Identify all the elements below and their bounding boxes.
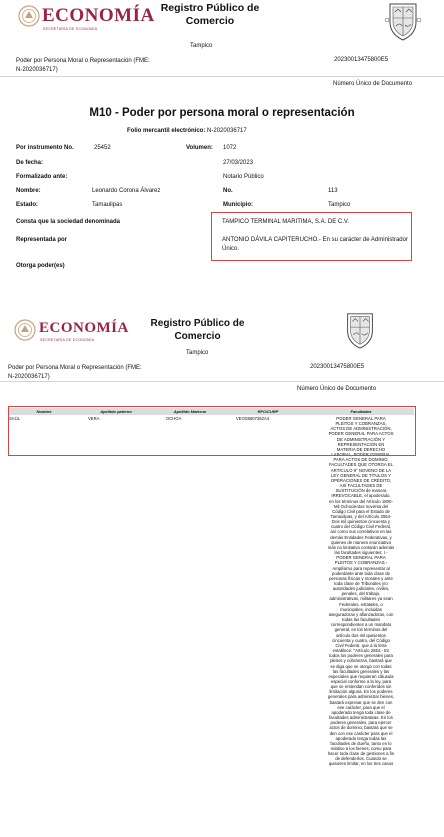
instrumento-label: Por instrumento No. <box>16 145 74 151</box>
economia-logo <box>18 4 155 34</box>
estado-label: Estado: <box>16 202 39 208</box>
logo-subtitle: SECRETARÍA DE ECONOMÍA <box>40 338 95 342</box>
fecha-label: De fecha: <box>16 160 44 166</box>
divider <box>0 381 444 382</box>
tamaulipas-coat-of-arms-icon <box>340 309 380 351</box>
volumen-label: Volumen: <box>186 145 213 151</box>
formalizado-value: Notario Público <box>223 174 264 180</box>
divider <box>0 76 444 77</box>
municipio-label: Municipio: <box>223 202 253 208</box>
mexico-eagle-emblem-icon <box>18 4 40 28</box>
facultades-table <box>8 408 414 768</box>
municipio-value: Tampico <box>328 202 351 208</box>
document-number: 20230013475800E5 <box>334 57 389 63</box>
folio-line: Folio mercantil electrónico: N-2020036717 <box>127 128 247 134</box>
estado-value: Tamaulipas <box>92 202 123 208</box>
cell-nombre: SAÚL <box>9 416 20 421</box>
page-2 <box>0 300 444 837</box>
nombre-label: Nombre: <box>16 188 41 194</box>
cell-rfc-curp: VEOS5607262A4 <box>236 416 270 421</box>
form-title: M10 - Poder por persona moral o representación <box>89 107 355 119</box>
col-apellido-materno: Apellido Materno <box>152 408 228 415</box>
document-type: Poder por Persona Moral o Representación (FME: N-2020036717) <box>16 58 150 73</box>
representada-value: ANTONIO DÁVILA CAPITERUCHO.- En su carácter de Administrador Único. <box>222 237 408 252</box>
logo-wordmark: ECONOMÍA <box>39 320 129 336</box>
document-number-label: Número Único de Documento <box>297 386 377 392</box>
nombre-value: Leonardo Corona Álvarez <box>92 188 161 194</box>
representada-label: Representada por <box>16 237 68 243</box>
fecha-value: 27/03/2023 <box>223 160 254 166</box>
col-facultades: Facultades <box>308 408 414 415</box>
document-type: Poder por Persona Moral o Representación (FME: N-2020036717) <box>8 365 142 380</box>
registry-title-line2: Comercio <box>185 15 235 27</box>
city-label: Tampico <box>186 350 209 356</box>
logo-wordmark: ECONOMÍA <box>42 5 155 26</box>
cell-apellido-materno: OCHOA <box>166 416 182 421</box>
col-apellido-paterno: Apellido paterno <box>80 408 152 415</box>
cell-facultades <box>308 415 414 768</box>
col-nombre: Nombre <box>8 408 80 415</box>
logo-subtitle: SECRETARÍA DE ECONOMÍA <box>43 27 98 31</box>
cell-apellido-paterno: VERA <box>88 416 100 421</box>
no-value: 113 <box>328 188 338 194</box>
volumen-value: 1072 <box>223 145 237 151</box>
highlight-box-table <box>8 406 416 456</box>
otorga-label: Otorga poder(es) <box>16 263 65 269</box>
economia-logo <box>14 318 134 346</box>
registry-title <box>145 2 275 28</box>
city-label: Tampico <box>190 43 213 49</box>
instrumento-value: 25452 <box>94 145 111 151</box>
sociedad-value: TAMPICO TERMINAL MARITIMA, S.A. DE C.V. <box>222 219 350 225</box>
facultades-text: PODER GENERAL PARA PLEITOS Y COBRANZAS, ACTOS DE ADMINISTRACIÓN, PODER GENERAL PARA ACTOS DE ADMINISTRACIÓN Y REPRESENTACIÓN EN MATERIA DE DERECHO LABORAL, PODER GENERAL PARA ACTOS DE DOMINIO, FACULTADES QUE OTORGA EL ARTÍCULO 9° NOVENO DE LA LEY GENERAL DE TÍTULOS Y OPERACIONES DE CRÉDITO, ASÍ FACULTADES DE SUSTITUCIÓN de manera IRREVOCABLE, el apoderado, en los términos del Artículo 1800- Mil Ochocientos noventa del Código Civil para el Estado de Tamaulipas, y del Artículo 2554- Dos mil quinientos cincuenta y cuatro del Código Civil Federal, así como sus correlativos en las demás Entidades Federativas, y quienes de manera enunciativa más no limitativa contarán además las facultades siguientes: I.- PODER GENERAL PARA PLEITOS Y COBRANZAS.- Amplísimo para representar al poderdante ante toda clase de personas físicas y morales y ante toda clase de Tribunales y/o autoridades judiciales, civiles, penales, del trabajo, administrativas, militares ya sean Federales, estatales, o municipales, incluidas aseguradoras y afianzadoras, con todas las facultades correspondientes a un mandato general, en los términos del artículo dos mil quinientos cincuenta y cuatro, del Código Civil Federal, que a la letra establece: "Artículo 2554.- En todos los poderes generales para pleitos y cobranzas, bastará que se diga que se otorga con todas las facultades generales y las especiales que requieran cláusula especial conforme a la ley, para que se entiendan conferidos sin limitación alguna. En los poderes generales para administrar bienes, bastará expresar que se den con ese carácter, para que el apoderado tenga toda clase de facultades administrativas. En los poderes generales, para ejercer actos de dominio, bastará que se den con ese carácter para que el apoderado tenga todas las facultades de dueño, tanto en lo relativo a los bienes, como para hacer toda clase de gestiones a fin de defenderlos. Cuando se quisieren limitar, en los tres casos <box>327 416 395 767</box>
col-rfc-curp: RFC/CURP <box>228 408 308 415</box>
registry-title-line1: Registro Público de <box>160 2 260 14</box>
document-number-label: Número Único de Documento <box>333 81 413 87</box>
facultades-grid <box>8 408 414 768</box>
document-number: 20230013475800E5 <box>310 364 365 370</box>
tamaulipas-coat-of-arms-icon <box>382 0 424 42</box>
mexico-eagle-emblem-icon <box>14 318 36 342</box>
highlight-box-sociedad <box>211 212 412 261</box>
registry-title: Registro Público de Comercio <box>150 318 245 342</box>
no-label: No. <box>223 188 233 194</box>
page-1 <box>0 0 444 290</box>
table-row <box>8 415 414 768</box>
sociedad-label: Consta que la sociedad denominada <box>16 219 121 225</box>
formalizado-label: Formalizado ante: <box>16 174 68 180</box>
